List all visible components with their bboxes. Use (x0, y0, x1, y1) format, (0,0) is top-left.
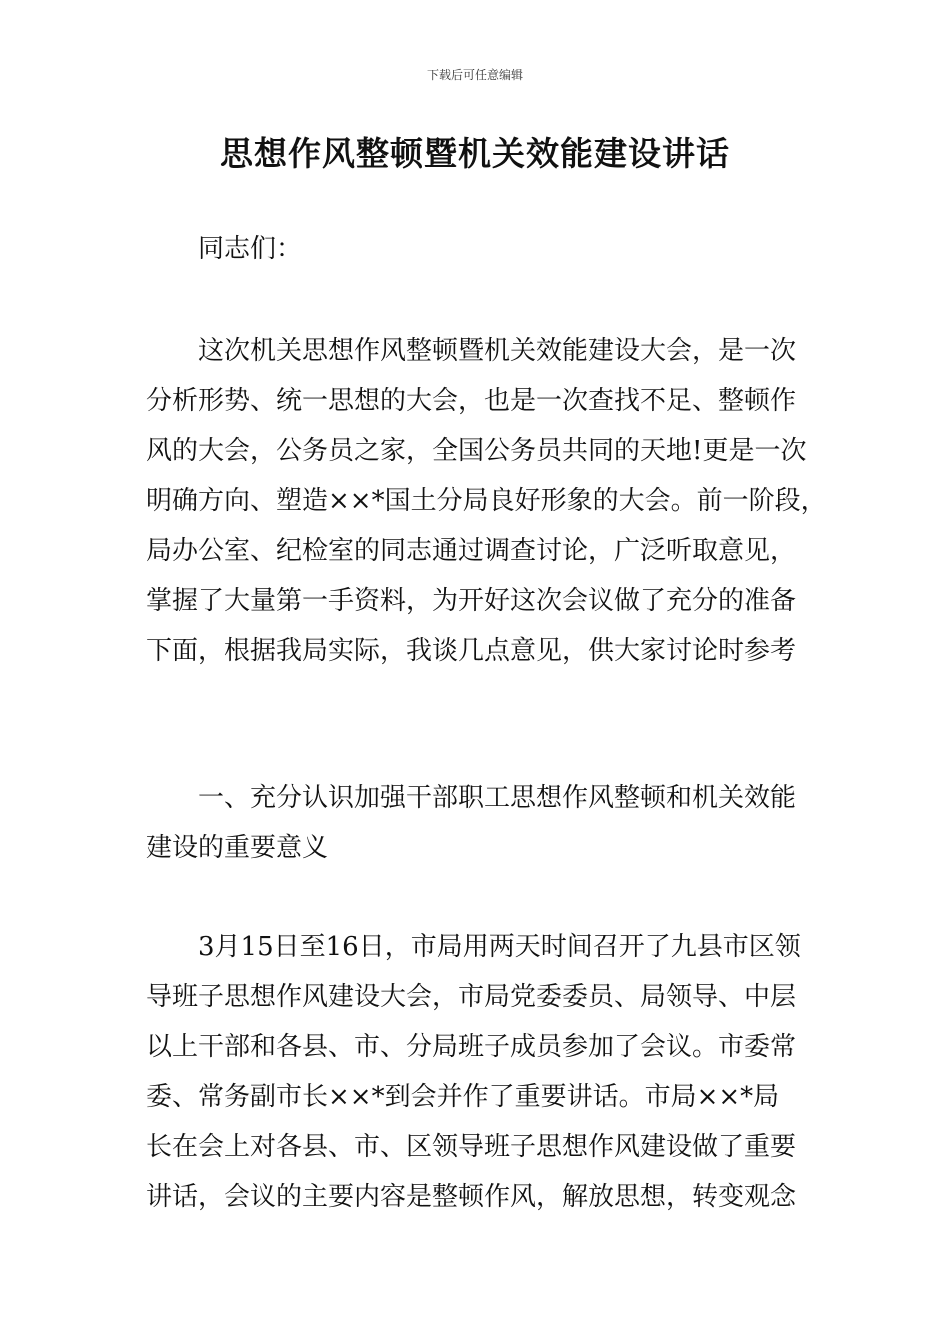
paragraph-line: 导班子思想作风建设大会，市局党委委员、局领导、中层 (146, 982, 797, 1012)
greeting-line: 同志们： (198, 234, 303, 264)
paragraph-line: 长在会上对各县、市、区领导班子思想作风建设做了重要 (146, 1132, 797, 1162)
heading-line: 一、充分认识加强干部职工思想作风整顿和机关效能 (198, 783, 797, 813)
paragraph-line: 讲话，会议的主要内容是整顿作风，解放思想，转变观念 (146, 1182, 797, 1212)
paragraph-intro (146, 326, 827, 676)
paragraph-line: 风的大会，公务员之家，全国公务员共同的天地!更是一次 (146, 436, 807, 466)
paragraph-line: 以上干部和各县、市、分局班子成员参加了会议。市委常 (146, 1032, 797, 1062)
paragraph-line: 局办公室、纪检室的同志通过调查讨论，广泛听取意见， (146, 536, 797, 566)
paragraph-line: 分析形势、统一思想的大会，也是一次查找不足、整顿作 (146, 386, 797, 416)
paragraph-line: 委、常务副市长××*到会并作了重要讲话。市局××*局 (146, 1082, 780, 1112)
paragraph-line: 明确方向、塑造××*国土分局良好形象的大会。前一阶段， (146, 486, 827, 516)
section-heading-1 (146, 773, 808, 873)
greeting (146, 224, 808, 274)
paragraph-line: 这次机关思想作风整顿暨机关效能建设大会，是一次 (198, 336, 797, 366)
paragraph-line: 掌握了大量第一手资料，为开好这次会议做了充分的准备 (146, 586, 797, 616)
paragraph-line: 3月15日至16日，市局用两天时间召开了九县市区领 (198, 932, 801, 962)
paragraph-meeting (146, 922, 808, 1222)
page-header-note: 下载后可任意编辑 (426, 68, 523, 82)
document-title: 思想作风整顿暨机关效能建设讲话 (220, 134, 730, 173)
heading-line: 建设的重要意义 (146, 833, 329, 863)
paragraph-line: 下面，根据我局实际，我谈几点意见，供大家讨论时参考 (146, 636, 797, 666)
